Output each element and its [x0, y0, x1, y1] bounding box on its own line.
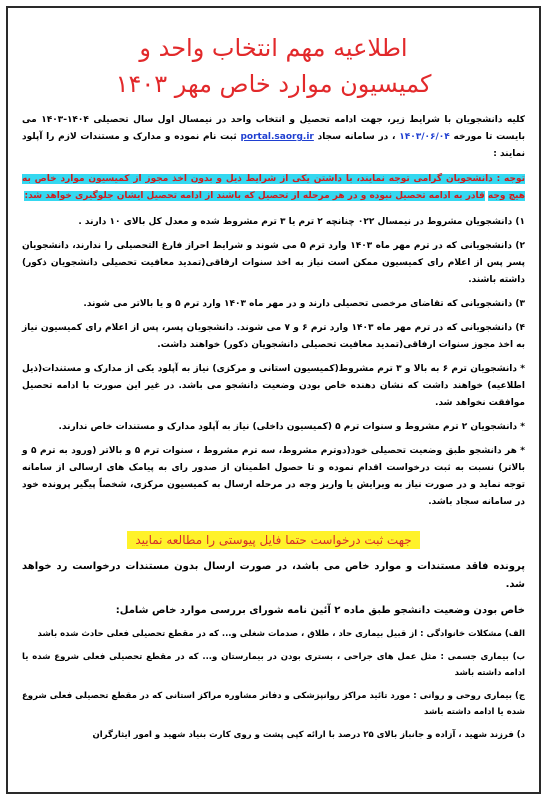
condition-item-3: ۳) دانشجویانی که تقاضای مرخصی تحصیلی دارند و در مهر ماه ۱۴۰۳ وارد ترم ۵ و یا بالاتر می شوند.	[83, 299, 525, 309]
condition-item-1: ۱) دانشجویان مشروط در نیمسال ۰۲۲ چنانچه ۲ ترم یا ۳ ترم مشروط شده و معدل کل بالای ۱۰ دارند .	[78, 217, 525, 227]
intro-text-3: ثبت نام نموده و مدارک و مستندات لازم را آپلود نمایند :	[22, 132, 525, 159]
notice-box	[22, 170, 525, 206]
notice-line-1: توجه : دانشجویان گرامی توجه نمایند، با داشتن یکی از شرایط ذیل و بدون اخذ مجوز از کمیسیون موارد خاص به هیچ وجه	[22, 174, 525, 201]
note-item-1: * دانشجویان ترم ۶ به بالا و ۳ ترم مشروط(کمیسیون استانی و مرکزی) نیاز به آپلود یکی از مدارک و مستندات(ذیل اطلاعیه) خواهند داشت که نشان دهنده خاص بودن وضعیت دانشجو می باشد. در غیر این صورت با ادامه تحصیل موافقت نخواهد شد.	[22, 364, 525, 408]
intro-paragraph	[22, 112, 525, 163]
announcement-page	[6, 6, 541, 794]
announcement-body	[22, 112, 525, 750]
note-item-3: * هر دانشجو طبق وضعیت تحصیلی خود(دوترم مشروط، سه ترم مشروط ، سنوات ترم ۵ و بالاتر (ورود به ترم ۵ و بالاتر) نسبت به ثبت درخواست اقدام نموده و تا حصول اطمینان از صدور رای به پیامک های ارسالی از سامانه توجه نماید و در صورت نیاز به ویرایش یا واریز وجه در مرحله ارسال به کمیسیون مرکزی، شخصاً پیگیر پرونده خود در سامانه سجاد باشد.	[22, 446, 525, 507]
request-note-text: جهت ثبت درخواست حتما فایل پیوستی را مطالعه نمایید	[127, 531, 419, 549]
notice-line-2: قادر به ادامه تحصیل نبوده و در هر مرحله از تحصیل که باشند از ادامه تحصیل ایشان جلوگیری خواهد شد:	[24, 191, 485, 201]
announcement-title	[8, 30, 539, 102]
special-item-3: ج) بیماری روحی و روانی : مورد تائید مراکز روانپزشکی و دفاتر مشاوره مراکز استانی که در مقطع تحصیلی فعلی شروع شده یا ادامه داشته باشد	[22, 691, 525, 717]
special-cases-title: خاص بودن وضعیت دانشجو طبق ماده ۲ آئین نامه شورای بررسی موارد خاص شامل:	[115, 605, 525, 616]
portal-link[interactable]: portal.saorg.ir	[240, 132, 314, 142]
intro-text-2: ، در سامانه سجاد	[317, 132, 396, 142]
condition-item-4: ۴) دانشجویانی که در ترم مهر ماه ۱۴۰۳ وارد ترم ۶ و ۷ می شوند. دانشجویان پسر، پس از اعلام رای کمیسیون نیاز به اخذ مجوز سنوات ارفاقی(تمدید معافیت تحصیلی دانشجویان ذکور) خواهند داشت.	[22, 323, 525, 350]
deadline-date: ۱۴۰۳/۰۶/۰۴	[399, 132, 450, 142]
special-item-4: د) فرزند شهید ، آزاده و جانباز بالای ۲۵ درصد با ارائه کپی پشت و روی کارت بنیاد شهید و امور ایثارگران	[92, 730, 525, 740]
condition-item-2: ۲) دانشجویانی که در ترم مهر ماه ۱۴۰۳ وارد ترم ۵ می شوند و شرایط احراز فارغ التحصیلی را ندارند، دانشجویان پسر پس از اعلام رای کمیسیون ممکن است نیاز به اخذ سنوات ارفاقی(تمدید معافیت تحصیلی دانشجویان ذکور) داشته باشند.	[22, 241, 525, 285]
special-item-2: ب) بیماری جسمی : مثل عمل های جراحی ، بستری بودن در بیمارستان و... که در مقطع تحصیلی فعلی شروع شده یا ادامه داشته باشد	[22, 652, 525, 678]
intro-text-1: کلیه دانشجویان با شرایط زیر، جهت ادامه تحصیل و انتخاب واحد در نیمسال اول سال تحصیلی ۱۴۰۴-۱۴۰۳ می بایست تا مورخه	[22, 115, 526, 142]
docs-warning: پرونده فاقد مستندات و موارد خاص می باشد، در صورت ارسال بدون مستندات درخواست رد خواهد شد.	[22, 561, 525, 590]
note-item-2: * دانشجویان ۲ ترم مشروط و سنوات ترم ۵ (کمیسیون داخلی) نیاز به آپلود مدارک و مستندات خاص ندارند.	[58, 422, 525, 432]
title-line-1: اطلاعیه مهم انتخاب واحد و	[139, 34, 408, 62]
request-note	[22, 529, 525, 548]
title-line-2: کمیسیون موارد خاص مهر ۱۴۰۳	[115, 70, 432, 98]
special-item-1: الف) مشکلات خانوادگی : از قبیل بیماری حاد ، طلاق ، صدمات شغلی و... که در مقطع تحصیلی فعلی حادث شده باشد	[37, 629, 525, 639]
